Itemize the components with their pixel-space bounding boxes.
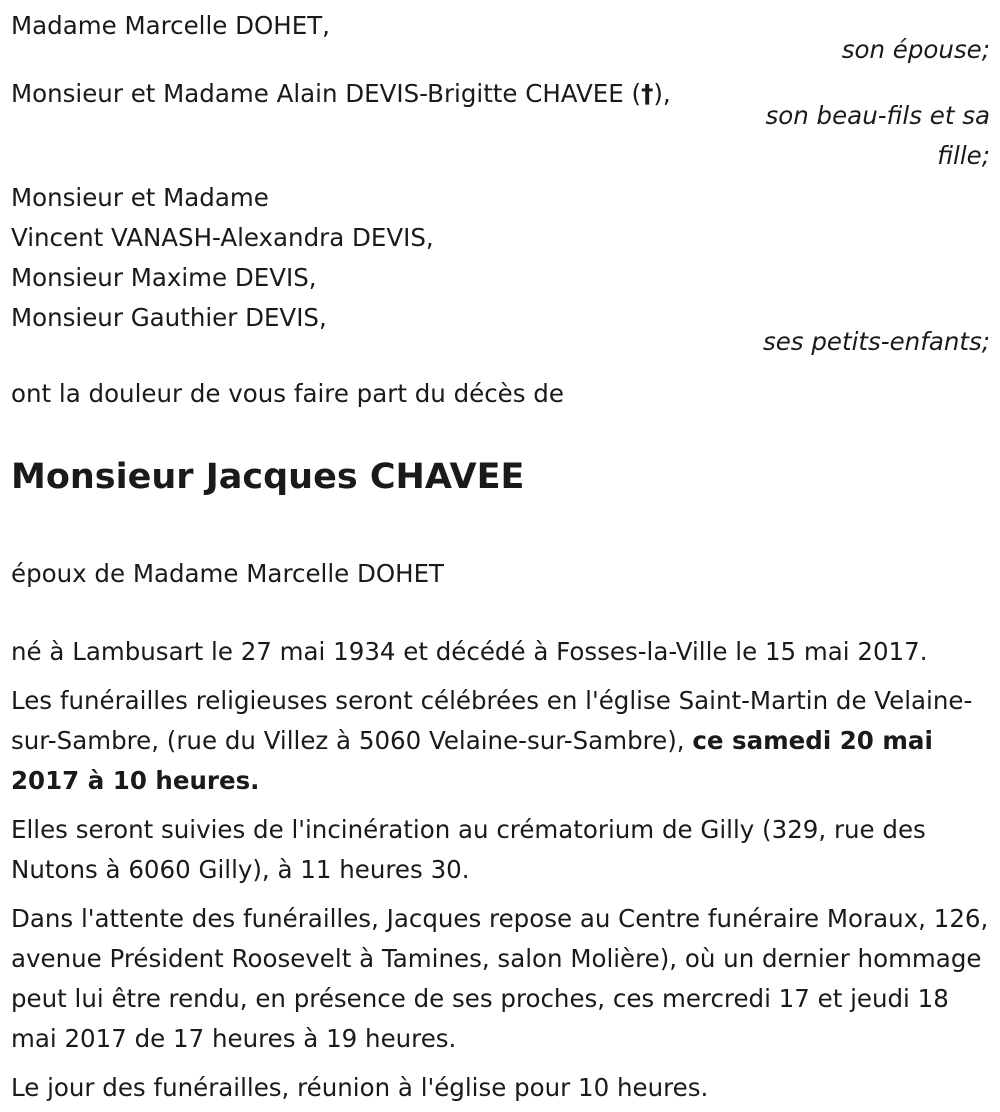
cross-icon: †: [641, 79, 654, 108]
spouse-role: son épouse;: [841, 35, 990, 64]
ceremony-text: Les funérailles religieuses seront célébrées en l'église Saint-Martin de Velaine-sur-Sambre, (rue du Villez à 5060 Velaine-sur-Sambre),: [11, 686, 973, 755]
spouse-of-text: époux de Madame Marcelle DOHET: [11, 559, 445, 588]
birth-death-text: né à Lambusart le 27 mai 1934 et décédé à Fosses-la-Ville le 15 mai 2017.: [11, 637, 928, 666]
grandchild-line: Monsieur Maxime DEVIS,: [11, 263, 317, 292]
viewing-paragraph: Dans l'attente des funérailles, Jacques repose au Centre funéraire Moraux, 126, avenue Président Roosevelt à Tamines, salon Molière), où un dernier hommage peut lui être rendu, en présence de ses proches, ces mercredi 17 et jeudi 18 mai 2017 de 17 heures à 19 heures.: [11, 904, 989, 1053]
child-role: son beau-fils et sa fille;: [765, 101, 990, 170]
deceased-name: Monsieur Jacques CHAVEE: [11, 457, 525, 497]
grandchild-line: Monsieur Gauthier DEVIS,: [11, 303, 327, 332]
ceremony-paragraph: [11, 681, 990, 801]
announcement-text: ont la douleur de vous faire part du décès de: [11, 379, 564, 408]
grandchildren-list: [11, 178, 990, 338]
cremation-paragraph: Elles seront suivies de l'incinération au crématorium de Gilly (329, rue des Nutons à 6060 Gilly), à 11 heures 30.: [11, 815, 926, 884]
child-name-text: Monsieur et Madame Alain DEVIS-Brigitte CHAVEE (: [11, 79, 642, 108]
grandchild-line: Monsieur et Madame: [11, 183, 269, 212]
ceremony-date: ce samedi 20 mai 2017 à 10 heures.: [11, 726, 933, 795]
grandchild-line: Vincent VANASH-Alexandra DEVIS,: [11, 223, 434, 252]
grandchildren-role: ses petits-enfants;: [762, 327, 990, 356]
child-name-suffix: ),: [653, 79, 671, 108]
spouse-name: Madame Marcelle DOHET,: [11, 11, 330, 40]
meeting-paragraph: Le jour des funérailles, réunion à l'église pour 10 heures.: [11, 1073, 709, 1102]
